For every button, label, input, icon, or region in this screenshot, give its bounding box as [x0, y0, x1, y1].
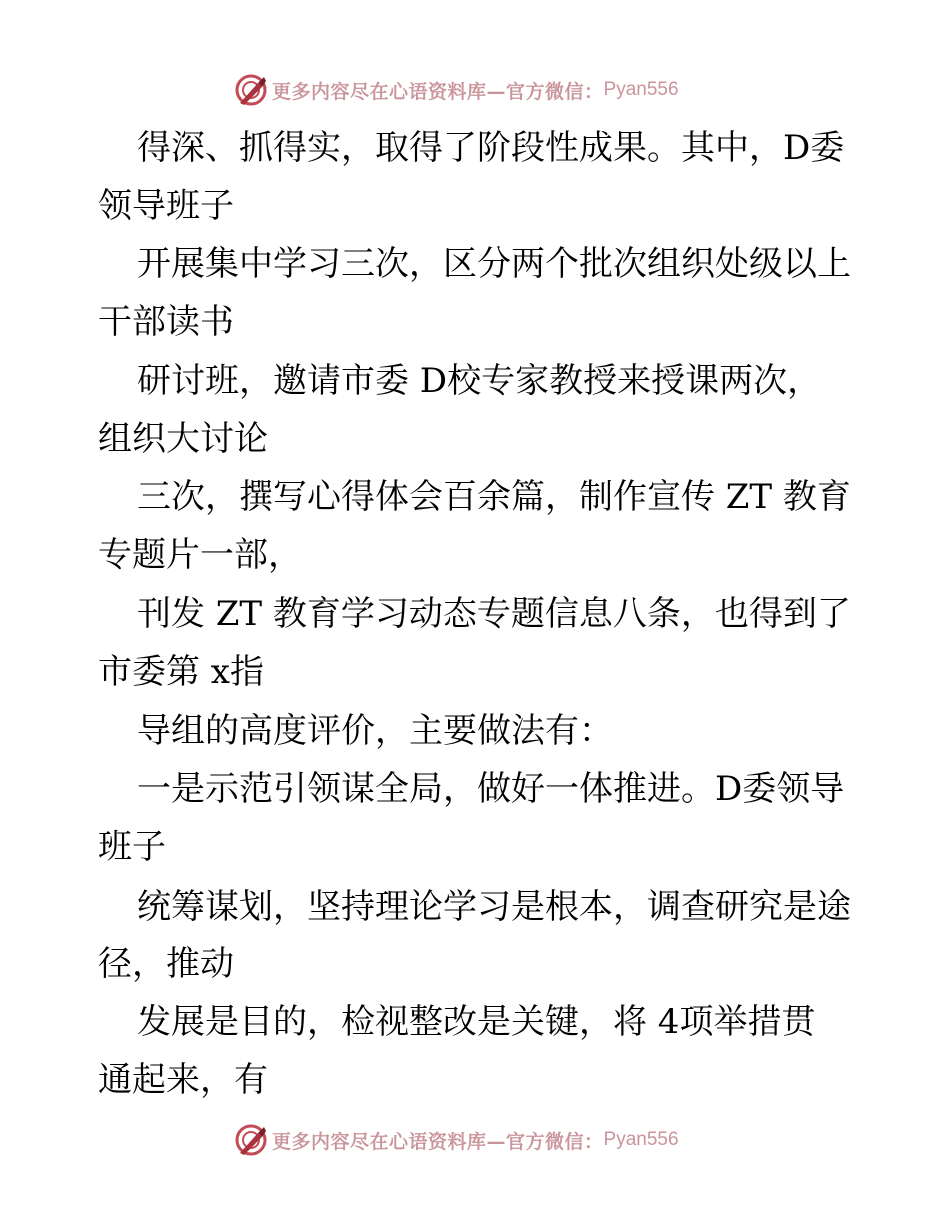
text-line: 通起来，有 [98, 1060, 268, 1100]
watermark-wechat-id: Pyan556 [603, 1129, 679, 1150]
text-line: 专题片一部， [98, 535, 302, 575]
text-line: 领导班子 [98, 186, 234, 226]
watermark-text: 更多内容尽在心语资料库—官方微信： [272, 1130, 604, 1153]
text-line: 干部读书 [98, 302, 234, 342]
footer-watermark [234, 1123, 679, 1157]
text-line: 得深、抓得实，取得了阶段性成果。其中，D委 [137, 128, 845, 168]
text-line: 市委第 x指 [98, 652, 264, 692]
text-line: 刊发 ZT 教育学习动态专题信息八条，也得到了 [137, 594, 851, 634]
text-line: 统筹谋划，坚持理论学习是根本，调查研究是途 [137, 887, 851, 927]
watermark-wechat-id: Pyan556 [603, 79, 679, 100]
pen-logo-icon [234, 1123, 268, 1157]
watermark-text: 更多内容尽在心语资料库—官方微信： [272, 80, 604, 103]
text-line: 三次，撰写心得体会百余篇，制作宣传 ZT 教育 [137, 477, 851, 517]
text-line: 班子 [98, 827, 166, 867]
text-line: 导组的高度评价，主要做法有： [137, 711, 613, 751]
text-line: 径，推动 [98, 944, 234, 984]
pen-logo-icon [234, 73, 268, 107]
text-line: 发展是目的，检视整改是关键，将 4项举措贯 [137, 1002, 816, 1042]
text-line: 研讨班，邀请市委 D校专家教授来授课两次， [137, 361, 822, 401]
text-line: 一是示范引领谋全局，做好一体推进。D委领导 [137, 769, 845, 809]
text-line: 组织大讨论 [98, 419, 268, 459]
text-line: 开展集中学习三次，区分两个批次组织处级以上 [137, 244, 851, 284]
header-watermark [234, 73, 679, 107]
